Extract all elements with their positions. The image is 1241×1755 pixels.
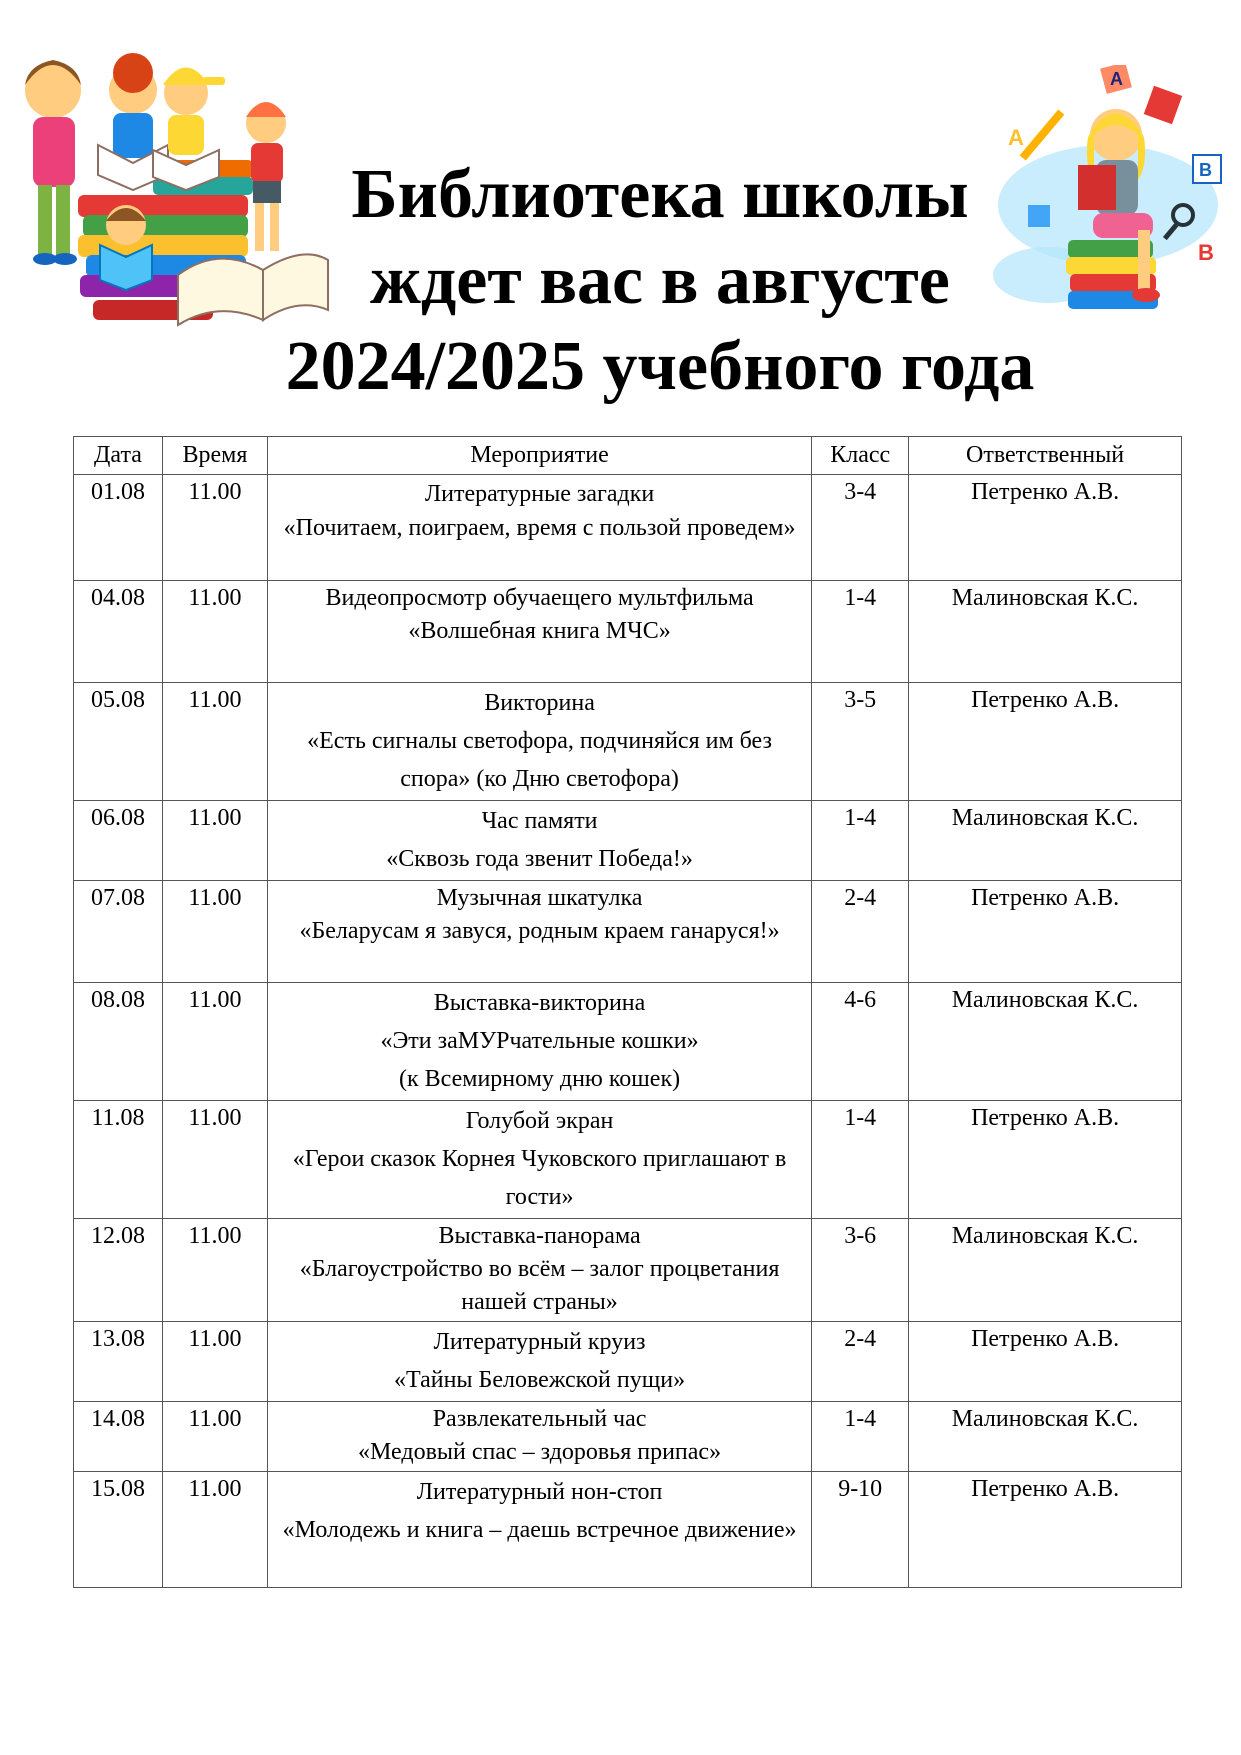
cell-responsible: Малиновская К.С. — [909, 1219, 1182, 1322]
cell-date: 13.08 — [74, 1322, 163, 1402]
event-title: «Герои сказок Корнея Чуковского приглашают в гости» — [292, 1146, 787, 1210]
column-header-time: Время — [162, 437, 267, 475]
title-line-3: 2024/2025 учебного года — [285, 328, 1035, 405]
title-line-2: ждет вас в августе — [370, 242, 950, 319]
table-row — [74, 1219, 1182, 1322]
cell-grade: 2-4 — [812, 1322, 909, 1402]
cell-time: 11.00 — [162, 1472, 267, 1588]
title-line-1: Библиотека школы — [351, 156, 969, 233]
cell-event — [267, 801, 811, 881]
event-type: Литературный круиз — [433, 1329, 646, 1355]
cell-date: 12.08 — [74, 1219, 163, 1322]
cell-grade: 1-4 — [812, 1402, 909, 1472]
girl-reading-on-books-illustration — [988, 65, 1236, 345]
cell-event — [267, 1219, 811, 1322]
cell-responsible: Петренко А.В. — [909, 1322, 1182, 1402]
schedule-table — [73, 436, 1182, 1588]
cell-date: 11.08 — [74, 1101, 163, 1219]
cell-grade: 3-4 — [812, 475, 909, 581]
svg-text:B: B — [1199, 160, 1212, 180]
event-type: Видеопросмотр обучаещего мультфильма — [325, 585, 754, 611]
cell-date: 06.08 — [74, 801, 163, 881]
cell-event — [267, 1472, 811, 1588]
event-type: Выставка-викторина — [433, 990, 646, 1016]
cell-time: 11.00 — [162, 801, 267, 881]
table-row — [74, 801, 1182, 881]
cell-date: 07.08 — [74, 881, 163, 983]
cell-responsible: Малиновская К.С. — [909, 983, 1182, 1101]
table-row — [74, 475, 1182, 581]
event-type: Час памяти — [481, 808, 598, 834]
event-title: «Эти заМУРчательные кошки» — [380, 1028, 699, 1054]
cell-event — [267, 475, 811, 581]
event-title: «Благоустройство во всём – залог процветания нашей страны» — [299, 1256, 780, 1315]
cell-event — [267, 983, 811, 1101]
cell-grade: 1-4 — [812, 581, 909, 683]
event-title: «Почитаем, поиграем, время с пользой проведем» — [283, 515, 796, 541]
cell-responsible: Петренко А.В. — [909, 1472, 1182, 1588]
table-row — [74, 1101, 1182, 1219]
cell-grade: 3-6 — [812, 1219, 909, 1322]
cell-date: 08.08 — [74, 983, 163, 1101]
cell-grade: 4-6 — [812, 983, 909, 1101]
cell-event — [267, 881, 811, 983]
table-row — [74, 1472, 1182, 1588]
event-type: Литературные загадки — [424, 481, 655, 507]
table-row — [74, 683, 1182, 801]
cell-grade: 3-5 — [812, 683, 909, 801]
event-type: Развлекательный час — [432, 1406, 647, 1432]
svg-text:B: B — [1198, 240, 1214, 265]
cell-time: 11.00 — [162, 475, 267, 581]
page-header — [0, 0, 1241, 420]
cell-time: 11.00 — [162, 983, 267, 1101]
event-title: «Есть сигналы светофора, подчиняйся им без спора» (ко Дню светофора) — [307, 728, 772, 792]
cell-date: 14.08 — [74, 1402, 163, 1472]
table-header-row — [74, 437, 1182, 475]
column-header-responsible: Ответственный — [909, 437, 1182, 475]
svg-text:A: A — [1110, 69, 1123, 89]
cell-date: 04.08 — [74, 581, 163, 683]
event-title: «Молодежь и книга – даешь встречное движение» — [282, 1517, 797, 1543]
event-note: (к Всемирному дню кошек) — [399, 1066, 681, 1092]
event-title: «Медовый спас – здоровья припас» — [358, 1439, 722, 1465]
cell-responsible: Малиновская К.С. — [909, 801, 1182, 881]
event-title: «Волшебная книга МЧС» — [408, 618, 671, 644]
event-title: «Беларусам я завуся, родным краем ганаруся!» — [299, 918, 780, 944]
cell-responsible: Петренко А.В. — [909, 1101, 1182, 1219]
cell-grade: 9-10 — [812, 1472, 909, 1588]
event-type: Викторина — [484, 690, 595, 716]
cell-responsible: Петренко А.В. — [909, 475, 1182, 581]
cell-grade: 2-4 — [812, 881, 909, 983]
table-row — [74, 881, 1182, 983]
event-type: Выставка-панорама — [438, 1223, 641, 1249]
cell-event — [267, 1322, 811, 1402]
cell-time: 11.00 — [162, 881, 267, 983]
cell-responsible: Малиновская К.С. — [909, 1402, 1182, 1472]
cell-time: 11.00 — [162, 1101, 267, 1219]
cell-time: 11.00 — [162, 683, 267, 801]
table-row — [74, 581, 1182, 683]
column-header-grade: Класс — [812, 437, 909, 475]
cell-event — [267, 683, 811, 801]
event-title: «Сквозь года звенит Победа!» — [386, 846, 693, 872]
page-title — [220, 152, 1100, 410]
table-row — [74, 1322, 1182, 1402]
schedule-table-body — [74, 475, 1182, 1588]
svg-text:A: A — [1008, 125, 1024, 150]
event-type: Литературный нон-стоп — [416, 1479, 663, 1505]
cell-date: 01.08 — [74, 475, 163, 581]
cell-date: 15.08 — [74, 1472, 163, 1588]
cell-time: 11.00 — [162, 1322, 267, 1402]
cell-event — [267, 581, 811, 683]
cell-grade: 1-4 — [812, 801, 909, 881]
table-row — [74, 983, 1182, 1101]
cell-responsible: Петренко А.В. — [909, 881, 1182, 983]
cell-time: 11.00 — [162, 581, 267, 683]
cell-event — [267, 1101, 811, 1219]
table-row — [74, 1402, 1182, 1472]
cell-grade: 1-4 — [812, 1101, 909, 1219]
event-type: Голубой экран — [465, 1108, 614, 1134]
cell-time: 11.00 — [162, 1219, 267, 1322]
cell-time: 11.00 — [162, 1402, 267, 1472]
event-type: Музычная шкатулка — [436, 885, 643, 911]
column-header-event: Мероприятие — [267, 437, 811, 475]
event-title: «Тайны Беловежской пущи» — [394, 1367, 686, 1393]
cell-responsible: Петренко А.В. — [909, 683, 1182, 801]
cell-date: 05.08 — [74, 683, 163, 801]
cell-event — [267, 1402, 811, 1472]
cell-responsible: Малиновская К.С. — [909, 581, 1182, 683]
column-header-date: Дата — [74, 437, 163, 475]
